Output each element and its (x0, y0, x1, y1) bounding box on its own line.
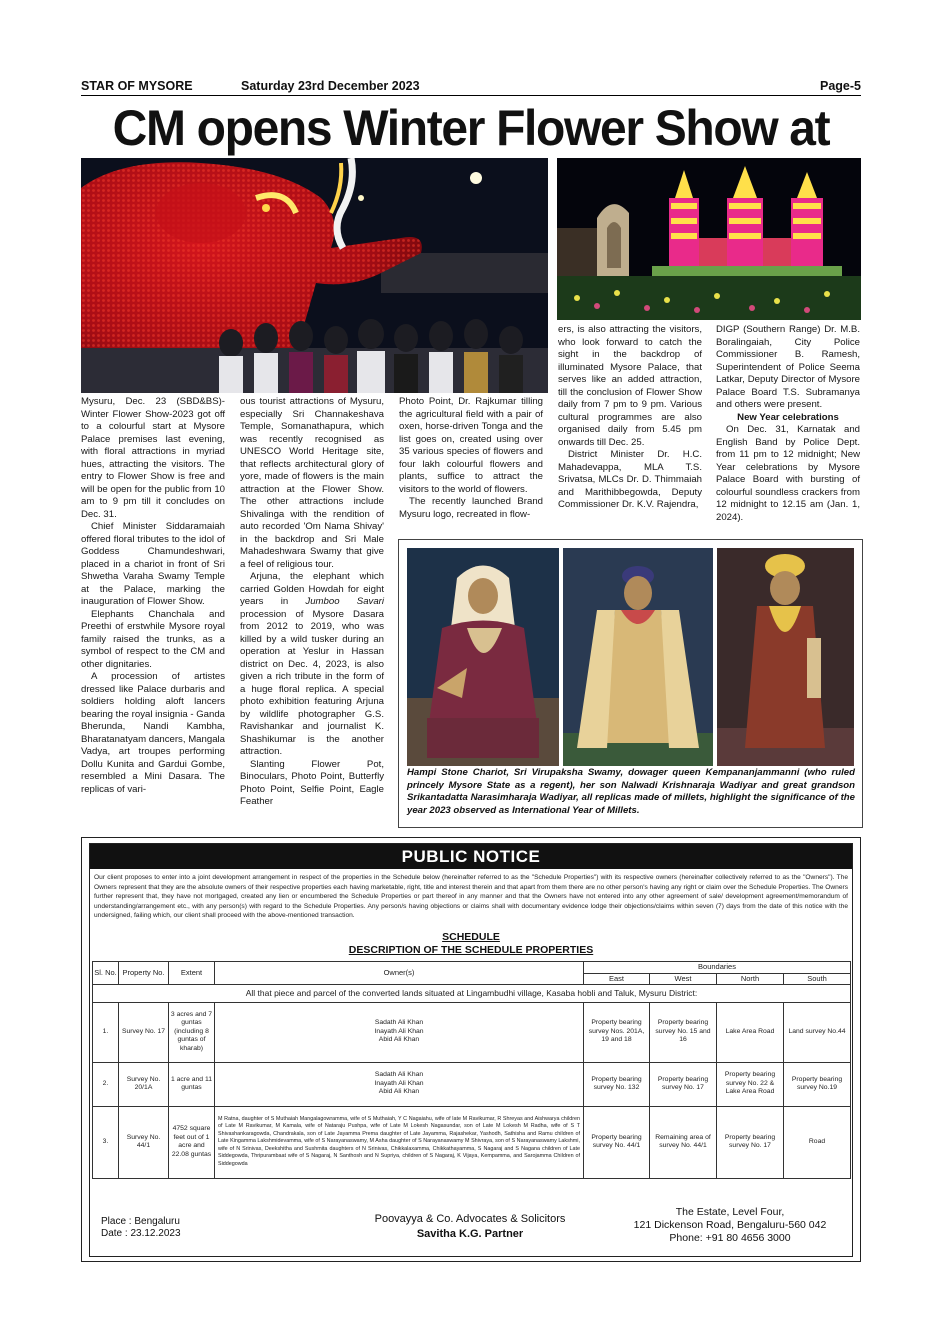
header-extent: Extent (169, 962, 215, 985)
schedule-table (92, 961, 851, 1179)
cell-sl: 3. (93, 1106, 119, 1178)
table-span-row (93, 985, 851, 1003)
cell-east: Property bearing survey No. 44/1 (584, 1106, 650, 1178)
article-paragraph: Mysuru, Dec. 23 (SBD&BS)- Winter Flower Show-2023 got off to a colourful start at Mysore Palace premises last evening, with floral attractions in myriad hues, attracting the visitors. The entry to Flower Show is free and will be open for the public from 10 am to 9 pm till it concludes on Dec. 31. (81, 396, 225, 520)
article-subheading: New Year celebrations (737, 411, 839, 423)
header-north: North (717, 973, 784, 985)
article-paragraph: Slanting Flower Pot, Binoculars, Photo Point, Butterfly Photo Point, Selfie Point, Eagle Feather (240, 758, 384, 807)
cell-owners: M Ratna, daughter of S Muthaiah Mangalagowramma, wife of S Muthaiah, Y C Nagaiahu, wife of late M Ravikumar, R Shreyas and Aishwarya children of Late M Ravikumar, M Kamala, wife of Nataraju Pushpa, wife of Late M Lokesh Nagasundar, son of Late M Lokesh M Radha, wife of S T Shivashankaragowda, Chandrakala, son of Late Jayamma Prema daughter of Late Jayamma, Rajashekar, Yashodh, Sathisha and Ramu children of Late Kingamma Lakshmidevamma, wife of S Narayanaswamy, M Asha daughter of S Narayanaswamy M Shivraya, son of S Narayanaswamy Lakshmi, wife of N Srinivas, Deekshitha and Sushmita daughters of N Srinivas, Chikkalaxamma, Chikkathayamma, S Nagaraj and S Nagana children of Late Siddegowda, Thripurambaat wife of S Nagaraj, N Santhosh and N Supriya, children of S Nagaraj, K Vijaya, Kempamma, and Sarojamma Children of Siddegowda (215, 1106, 584, 1178)
article-paragraph: ous tourist attractions of Mysuru, especially Sri Channakeshava Temple, Somanathapura, which was recently recognised as UNESCO World Heritage site, that reflects architectural glory of yore, made of flowers is the main attraction at the Flower Show. The other attractions include Shivalinga with the rendition of auto recorded 'Om Nama Shivay' in the backdrop and Sri Male Mahadeshwara Swamy that give a feel of religious tour. (240, 396, 384, 570)
notice-place: Place : Bengaluru (101, 1216, 180, 1227)
header-owners: Owner(s) (215, 962, 584, 985)
flower-temple-photo (557, 158, 861, 320)
article-paragraph: On Dec. 31, Karnatak and English Band by Police Dept. from 11 pm to 12 midnight; New Year celebrations by Mysore Palace Board with bursting of colourful soundless crackers from 12 midnight to 12.15 am (Jan. 1, 2024). (716, 424, 860, 523)
cell-owners: Sadath Ali Khan Inayath Ali Khan Abid Ali Khan (215, 1062, 584, 1106)
article-text: Arjuna, the elephant which carried Golden Howdah for eight years in (240, 571, 384, 607)
cell-east: Property bearing survey Nos. 201A, 19 and 18 (584, 1002, 650, 1062)
flower-elephant-illustration (81, 158, 548, 393)
cell-extent: 3 acres and 7 guntas (including 8 guntas of kharab) (169, 1002, 215, 1062)
notice-address (610, 1206, 850, 1245)
cell-west: Property bearing survey No. 17 (650, 1062, 717, 1106)
schedule-subtitle: DESCRIPTION OF THE SCHEDULE PROPERTIES (348, 944, 594, 956)
page-number: Page-5 (820, 79, 861, 93)
photo-caption: Hampi Stone Chariot, Sri Virupaksha Swamy, dowager queen Kempananjammanni (who ruled princely Mysore State as a regent), her son Nalwadi Krishnaraja Wadiyar and great grandson Srikantadatta Narasimharaja Wadiyar, all replicas made of millets, highlight the significance of the year 2023 observed as International Year of Millets. (407, 767, 855, 816)
article-italic-text: Jumboo Savari (305, 596, 384, 607)
header-west: West (650, 973, 717, 985)
cell-property: Survey No. 44/1 (119, 1106, 169, 1178)
publication-name: STAR OF MYSORE (81, 79, 193, 93)
cell-sl: 1. (93, 1002, 119, 1062)
cell-west: Remaining area of survey No. 44/1 (650, 1106, 717, 1178)
address-line-2: 121 Dickenson Road, Bengaluru-560 042 (633, 1219, 827, 1231)
partner-name: Savitha K.G. Partner (416, 1228, 524, 1240)
article-column-5 (716, 324, 860, 524)
article-paragraph: Elephants Chanchala and Preethi of erstwhile Mysore royal family raised the trunks, as a symbol of respect to the CM and other dignitaries. (81, 608, 225, 670)
cell-north: Property bearing survey No. 22 & Lake Area Road (717, 1062, 784, 1106)
cell-south: Property bearing survey No.19 (784, 1062, 851, 1106)
article-column-2 (240, 396, 384, 809)
article-paragraph: Photo Point, Dr. Rajkumar tilling the agricultural field with a pair of oxen, horse-driven Tonga and the list goes on, created using over 35 various species of flowers and four lakh colourful flowers and plants, suffice to attract the visitors to the world of flowers. (399, 396, 543, 495)
cell-sl: 2. (93, 1062, 119, 1106)
flower-elephant-photo (81, 158, 548, 393)
notice-date: Date : 23.12.2023 (101, 1228, 181, 1239)
public-notice (81, 837, 861, 1262)
headline: CM opens Winter Flower Show at (112, 100, 830, 156)
address-line-1: The Estate, Level Four, (675, 1206, 785, 1218)
cell-property: Survey No. 17 (119, 1002, 169, 1062)
cell-north: Lake Area Road (717, 1002, 784, 1062)
masthead (81, 78, 861, 96)
header-property-no: Property No. (119, 962, 169, 985)
article-paragraph: Chief Minister Siddaramaiah offered floral tributes to the idol of Goddess Chamundeshwari, placed in a chariot in front of Sri Shwetha Varaha Swamy Temple at the Palace, marking the inauguration of Flower Show. (81, 521, 225, 607)
table-row (93, 1002, 851, 1062)
article-column-4 (558, 324, 702, 512)
cell-owners: Sadath Ali Khan Inayath Ali Khan Abid Ali Khan (215, 1002, 584, 1062)
article-paragraph: A procession of artistes dressed like Palace durbaris and soldiers holding aloft lancers bearing the royal insignia - Ganda Bherunda, Nandi Kambha, Bharatanatyam dancers, Mangala Vadya, art troupes performing Dollu Kunita and Gardui Gombe, resembled a Mini Dasara. The replicas of vari- (81, 671, 225, 795)
cell-north: Property bearing survey No. 17 (717, 1106, 784, 1178)
cell-south: Land survey No.44 (784, 1002, 851, 1062)
table-header-row (93, 962, 851, 974)
public-notice-body: Our client proposes to enter into a joint development arrangement in respect of the properties in the Schedule below (hereinafter referred to as the "Schedule Properties") with its respective owners (hereinafter collectively referred to as the "Owners"). The Owners represent that they are the absolute owners of their respective properties each having marketable, right, title and interest therein and that apart from them there are no other person's having any right or claim over the Schedule Properties. The Owners further represent that, they have not mortgaged, created any lien or encumbered the Schedule Properties or part thereof in any manner and that the Owners have not entered into any other agreement of sale/ development agreement/memorandum of understanding/arrangement etc., with any person(s) with regard to the Schedule Properties. Any person/s having objections or claims shall with documentary evidence lodge their objections/claims within seven (7) days from the date of this notice with the undersigned, failing which, our client shall proceed with the above-mentioned transaction. (94, 874, 848, 919)
article-column-1 (81, 396, 225, 796)
public-notice-frame (89, 843, 853, 1257)
article-paragraph (240, 571, 384, 759)
notice-signatory (320, 1212, 620, 1242)
cell-east: Property bearing survey No. 132 (584, 1062, 650, 1106)
article-paragraph: The recently launched Brand Mysuru logo, recreated in flow- (399, 496, 543, 520)
issue-date: Saturday 23rd December 2023 (241, 79, 420, 93)
header-sl-no: Sl. No. (93, 962, 119, 985)
article-paragraph: ers, is also attracting the visitors, who look forward to catch the sight in the backdrop of illuminated Mysore Palace, that serves like an added attraction, till the conclusion of Flower Show daily from 7 pm to 9 pm. Various cultural programmes are also organised daily from 5.45 pm onwards till Dec. 25. (558, 324, 702, 448)
article-paragraph: DIGP (Southern Range) Dr. M.B. Boralingaiah, City Police Commissioner B. Ramesh, Superintendent of Police Seema Latkar, Deputy Director of Mysore Palace Board T.S. Subramanya and others were present. (716, 324, 860, 410)
millet-replicas-illustration (407, 548, 854, 766)
schedule-title: SCHEDULE (442, 931, 500, 943)
cell-property: Survey No. 20/1A (119, 1062, 169, 1106)
cell-south: Road (784, 1106, 851, 1178)
header-south: South (784, 973, 851, 985)
table-row (93, 1062, 851, 1106)
header-boundaries: Boundaries (584, 962, 851, 974)
location-description: All that piece and parcel of the converted lands situated at Lingambudhi village, Kasaba hobli and Taluk, Mysuru District: (93, 985, 851, 1003)
article-paragraph: District Minister Dr. H.C. Mahadevappa, MLA T.S. Srivatsa, MLCs Dr. D. Thimmaiah and Marithibbegowda, Deputy Commissioner Dr. K.V. Rajendra, (558, 449, 702, 510)
table-row (93, 1106, 851, 1178)
cell-extent: 1 acre and 11 guntas (169, 1062, 215, 1106)
flower-temple-illustration (557, 158, 861, 320)
cell-west: Property bearing survey No. 15 and 16 (650, 1002, 717, 1062)
law-firm-name: Poovayya & Co. Advocates & Solicitors (374, 1213, 566, 1225)
notice-place-date (101, 1216, 181, 1240)
article-column-3 (399, 396, 543, 521)
public-notice-title: PUBLIC NOTICE (90, 844, 852, 869)
millet-replicas-photo (407, 548, 854, 766)
article-text: procession of Mysore Dasara from 2012 to 2019, who was killed by a wild tusker during an operation at Yeslur in Hassan district on Dec. 4, 2023, is also given a rich tribute in the form of a huge floral replica. A special photo exhibition featuring Arjuna by wildlife photographer G.S. Ravishankar and journalist K. Shashikumar is the another attraction. (240, 608, 384, 757)
header-east: East (584, 973, 650, 985)
cell-extent: 4752 square feet out of 1 acre and 22.08 guntas (169, 1106, 215, 1178)
phone-number: Phone: +91 80 4656 3000 (669, 1232, 791, 1244)
